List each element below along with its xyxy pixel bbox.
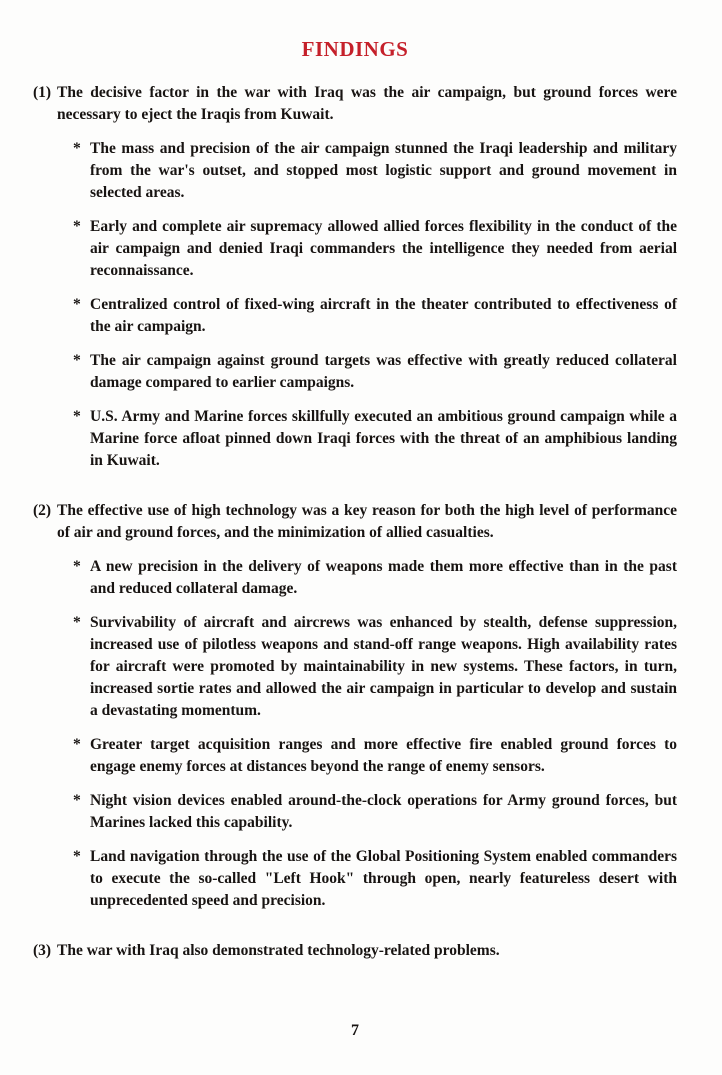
asterisk-bullet-icon: * [73, 408, 81, 425]
asterisk-bullet-icon: * [73, 736, 81, 753]
finding-text: The effective use of high technology was a key reason for both the high level of performance of air and ground forces, and the minimization of allied casualties. [57, 502, 677, 541]
asterisk-bullet-icon: * [73, 218, 81, 235]
bullet-text: U.S. Army and Marine forces skillfully executed an ambitious ground campaign while a Marine force afloat pinned down Iraqi forces with the threat of an amphibious landing in Kuwait. [90, 408, 677, 469]
page-number: 7 [351, 1022, 359, 1039]
finding-number: (2) [33, 502, 52, 519]
finding-item-1 [33, 82, 677, 126]
bullet-item [73, 612, 677, 722]
asterisk-bullet-icon: * [73, 296, 81, 313]
bullet-item [73, 846, 677, 912]
finding-number: (3) [33, 942, 52, 959]
bullet-item [73, 138, 677, 204]
asterisk-bullet-icon: * [73, 614, 81, 631]
finding-item-3 [33, 940, 677, 962]
finding-text: The war with Iraq also demonstrated technology-related problems. [57, 942, 500, 959]
bullet-text: Land navigation through the use of the Global Positioning System enabled commanders to execute the so-called "Left Hook" through open, nearly featureless desert with unprecedented speed and precision. [90, 848, 677, 909]
bullet-item [73, 790, 677, 834]
bullet-item [73, 556, 677, 600]
asterisk-bullet-icon: * [73, 558, 81, 575]
asterisk-bullet-icon: * [73, 140, 81, 157]
bullet-text: Night vision devices enabled around-the-clock operations for Army ground forces, but Marines lacked this capability. [90, 792, 677, 831]
findings-section [33, 82, 677, 962]
bullet-text: Centralized control of fixed-wing aircraft in the theater contributed to effectiveness of the air campaign. [90, 296, 677, 335]
bullet-text: The mass and precision of the air campaign stunned the Iraqi leadership and military from the war's outset, and stopped most logistic support and ground movement in selected areas. [90, 140, 677, 201]
asterisk-bullet-icon: * [73, 352, 81, 369]
finding-text: The decisive factor in the war with Iraq was the air campaign, but ground forces were necessary to eject the Iraqis from Kuwait. [57, 84, 677, 123]
bullet-text: Greater target acquisition ranges and more effective fire enabled ground forces to engage enemy forces at distances beyond the range of enemy sensors. [90, 736, 677, 775]
bullet-item [73, 350, 677, 394]
finding-number: (1) [33, 84, 52, 101]
page-title: FINDINGS [301, 37, 409, 61]
asterisk-bullet-icon: * [73, 792, 81, 809]
finding-item-2 [33, 500, 677, 544]
bullet-item [73, 294, 677, 338]
bullet-text: A new precision in the delivery of weapons made them more effective than in the past and reduced collateral damage. [90, 558, 677, 597]
bullet-item [73, 406, 677, 472]
asterisk-bullet-icon: * [73, 848, 81, 865]
bullet-item [73, 216, 677, 282]
bullet-text: Survivability of aircraft and aircrews was enhanced by stealth, defense suppression, increased use of pilotless weapons and stand-off range weapons. High availability rates for aircraft were promoted by maintainability in new systems. These factors, in turn, increased sortie rates and allowed the air campaign in particular to develop and sustain a devastating momentum. [90, 614, 677, 719]
bullet-item [73, 734, 677, 778]
bullet-text: Early and complete air supremacy allowed allied forces flexibility in the conduct of the air campaign and denied Iraqi commanders the intelligence they needed from aerial reconnaissance. [90, 218, 677, 279]
bullet-text: The air campaign against ground targets was effective with greatly reduced collateral damage compared to earlier campaigns. [90, 352, 677, 391]
